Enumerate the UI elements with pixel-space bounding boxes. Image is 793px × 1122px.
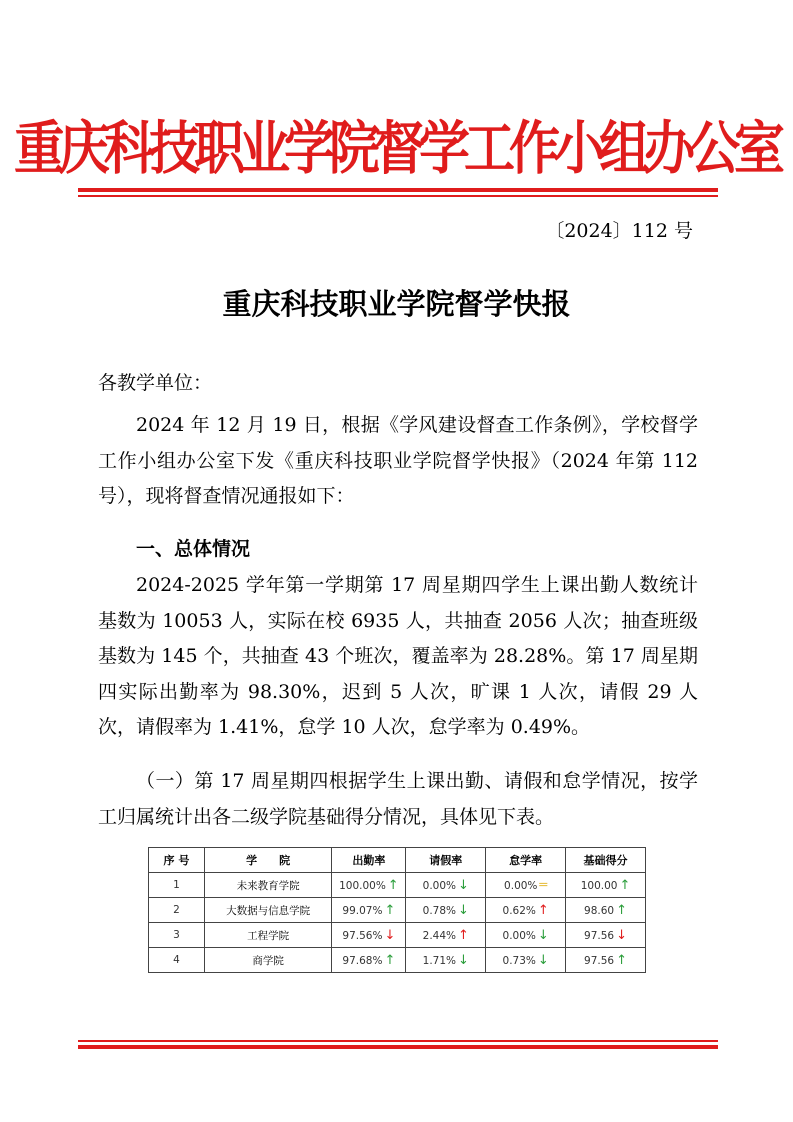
footer-rule-thick (78, 1045, 718, 1049)
subsection-paragraph: （一）第 17 周星期四根据学生上课出勤、请假和怠学情况，按学工归属统计出各二级学院基础得分情况，具体见下表。 (98, 770, 698, 828)
trend-arrow-icon: ↓ (458, 952, 469, 968)
row-score: 97.56 (584, 954, 615, 967)
row-attendance: 99.07% (342, 904, 383, 917)
row-leave: 2.44% (422, 929, 457, 942)
table-row (149, 873, 646, 898)
row-leave: 0.00% (422, 879, 457, 892)
masthead-title: 重庆科技职业学院督学工作小组办公室 (13, 115, 779, 183)
row-college: 未来教育学院 (204, 873, 332, 898)
row-leave: 0.78% (422, 904, 457, 917)
trend-arrow-icon: ↓ (537, 952, 549, 968)
trend-arrow-icon: ↓ (384, 927, 396, 943)
trend-arrow-icon: ↓ (458, 902, 469, 918)
trend-flat-icon: ═ (539, 877, 548, 893)
row-no: 4 (149, 948, 205, 973)
trend-arrow-icon: ↑ (616, 952, 628, 968)
header-leave: 请假率 (406, 848, 486, 873)
row-score: 98.60 (584, 904, 615, 917)
report-title: 重庆科技职业学院督学快报 (222, 287, 571, 321)
trend-arrow-icon: ↑ (537, 902, 549, 918)
masthead-rule-thin (78, 195, 718, 197)
row-truancy: 0.00% (502, 929, 536, 942)
footer-rule-thin (78, 1040, 718, 1042)
intro-paragraph: 2024 年 12 月 19 日，根据《学风建设督查工作条例》，学校督学工作小组办公室下发《重庆科技职业学院督学快报》（2024 年第 112 号），现将督查情况通报如下： (98, 414, 698, 507)
header-no: 序 号 (149, 848, 205, 873)
header-college: 学 院 (204, 848, 332, 873)
row-truancy: 0.62% (502, 904, 536, 917)
row-college: 大数据与信息学院 (204, 898, 332, 923)
header-attendance: 出勤率 (332, 848, 406, 873)
row-score: 97.56 (584, 929, 615, 942)
masthead-rule-thick (78, 188, 718, 192)
salutation: 各教学单位： (98, 372, 213, 394)
header-score: 基础得分 (566, 848, 646, 873)
header-truancy: 怠学率 (486, 848, 566, 873)
table-row (149, 948, 646, 973)
trend-arrow-icon: ↓ (537, 927, 549, 943)
row-attendance: 97.56% (342, 929, 383, 942)
table-row (149, 923, 646, 948)
row-no: 3 (149, 923, 205, 948)
trend-arrow-icon: ↓ (458, 877, 469, 893)
row-no: 1 (149, 873, 205, 898)
row-leave: 1.71% (422, 954, 457, 967)
table-header-row (149, 848, 646, 873)
trend-arrow-icon: ↑ (458, 927, 469, 943)
row-attendance: 97.68% (342, 954, 383, 967)
trend-arrow-icon: ↑ (384, 952, 396, 968)
trend-arrow-icon: ↑ (384, 902, 396, 918)
college-score-table (148, 847, 646, 973)
row-score: 100.00 (580, 879, 618, 892)
section-heading: 一、总体情况 (136, 538, 251, 560)
trend-arrow-icon: ↓ (616, 927, 628, 943)
row-attendance: 100.00% (339, 879, 386, 892)
trend-arrow-icon: ↑ (387, 877, 399, 893)
row-college: 工程学院 (204, 923, 332, 948)
row-truancy: 0.73% (502, 954, 536, 967)
trend-arrow-icon: ↑ (616, 902, 628, 918)
row-college: 商学院 (204, 948, 332, 973)
row-truancy: 0.00% (504, 879, 538, 892)
table-row (149, 898, 646, 923)
summary-paragraph: 2024-2025 学年第一学期第 17 周星期四学生上课出勤人数统计基数为 10053 人，实际在校 6935 人，共抽查 2056 人次；抽查班级基数为 145 个，共抽查 43 个班次，覆盖率为 28.28%。第 17 周星期四实际出勤率为 98.30%，迟到 5 人次，旷课 1 人次，请假 29 人次，请假率为 1.41%，怠学 10 人次，怠学率为 0.49%。 (98, 574, 698, 738)
document-number: 〔2024〕112 号 (545, 220, 693, 242)
row-no: 2 (149, 898, 205, 923)
trend-arrow-icon: ↑ (619, 877, 631, 893)
